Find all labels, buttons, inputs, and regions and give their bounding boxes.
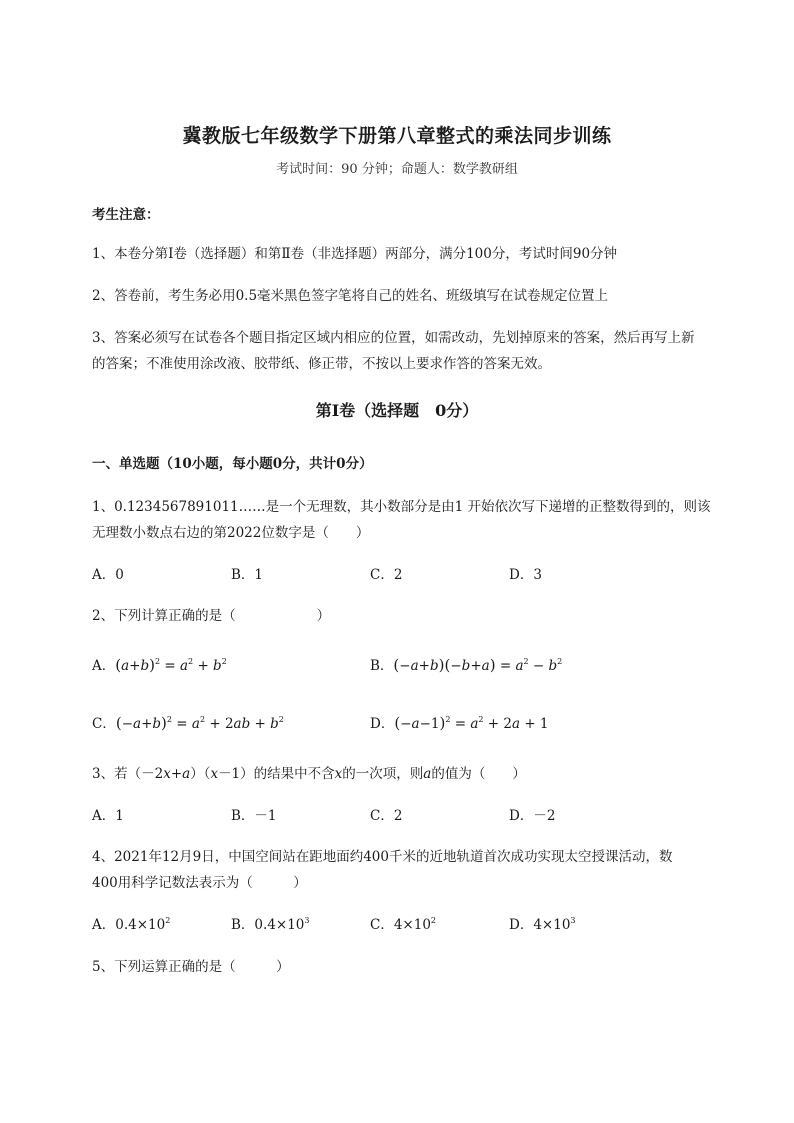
q1-stem-line-2: 无理数小数点右边的第2022位数字是（ ） <box>92 525 370 541</box>
q3-option-c[interactable]: C．2 <box>370 808 403 824</box>
q2-option-a[interactable] <box>92 654 227 674</box>
q4-option-c-exp: 2 <box>430 916 437 925</box>
q4-option-d-text: D．4×10 <box>509 917 571 933</box>
q2-option-d-formula: $(-a-1)^2 = a^2 + 2a + 1$ <box>394 714 549 732</box>
q2-option-c-label: C． <box>92 716 116 732</box>
q2-option-d[interactable] <box>370 712 549 732</box>
q3-var-x-3: x <box>334 766 343 782</box>
q4-option-a-exp: 2 <box>165 916 171 925</box>
q3-var-x-2: x <box>210 766 219 782</box>
q4-option-b-text: B．0.4×10 <box>231 917 305 933</box>
q4-option-a-text: A．0.4×10 <box>92 917 166 933</box>
q2-option-b[interactable] <box>370 654 562 674</box>
part-heading: 一、单选题（10小题，每小题0分，共计0分） <box>92 456 373 472</box>
note-item-3-line-2: 的答案；不准使用涂改液、胶带纸、修正带，不按以上要求作答的答案无效。 <box>92 356 551 372</box>
section-title: 第Ⅰ卷（选择题 0分） <box>315 401 479 420</box>
q4-option-b-exp: 3 <box>304 916 310 925</box>
q2-stem: 2、下列计算正确的是（ ） <box>92 608 331 624</box>
q2-option-c-formula: $(-a+b)^2 = a^2 + 2ab + b^2$ <box>115 714 284 732</box>
q5-stem: 5、下列运算正确的是（ ） <box>92 959 290 975</box>
q3-option-b[interactable]: B．－1 <box>231 808 277 824</box>
q1-option-a[interactable]: A．0 <box>92 567 124 583</box>
q2-option-a-formula: $(a+b)^2 = a^2 + b^2$ <box>115 656 227 674</box>
q2-option-b-label: B． <box>370 658 394 674</box>
note-item-3-line-1: 3、答案必须写在试卷各个题目指定区域内相应的位置，如需改动，先划掉原来的答案，然后再写上新 <box>92 330 695 346</box>
q2-option-d-label: D． <box>370 716 395 732</box>
q3-var-a: a <box>182 766 191 782</box>
q2-option-b-formula: $(-a+b)(-b+a) = a^2 - b^2$ <box>393 656 563 674</box>
page-subtitle: 考试时间：90 分钟；命题人：数学教研组 <box>276 162 518 177</box>
q4-stem-line-2: 400用科学记数法表示为（ ） <box>92 875 307 891</box>
q3-option-a[interactable]: A．1 <box>92 808 124 824</box>
q2-option-c[interactable] <box>92 712 284 732</box>
q1-option-d[interactable]: D．3 <box>509 567 542 583</box>
q3-var-a-2: a <box>423 766 432 782</box>
q3-stem-mid-3: 的一次项，则 <box>342 766 424 782</box>
q3-stem-tail: 的值为（ ） <box>431 766 526 782</box>
q4-option-a[interactable] <box>92 913 170 933</box>
q4-option-d-exp: 3 <box>570 916 576 925</box>
q3-stem-mid-2: －1）的结果中不含 <box>218 766 335 782</box>
page-title: 冀教版七年级数学下册第八章整式的乘法同步训练 <box>182 125 612 147</box>
q3-var-x: x <box>163 766 171 782</box>
q1-option-c[interactable]: C．2 <box>370 567 403 583</box>
q1-option-b[interactable]: B．1 <box>231 567 264 583</box>
q3-plus: + <box>170 766 183 782</box>
q4-option-c[interactable] <box>370 913 436 933</box>
q4-option-c-text: C．4×10 <box>370 917 431 933</box>
q4-option-d[interactable] <box>509 913 576 933</box>
q2-option-a-label: A． <box>92 658 116 674</box>
q3-option-d[interactable]: D．－2 <box>509 808 556 824</box>
q4-option-b[interactable] <box>231 913 309 933</box>
notes-heading: 考生注意： <box>92 207 160 223</box>
q4-stem-line-1: 4、2021年12月9日，中国空间站在距地面约400千米的近地轨道首次成功实现太空授课活动，数 <box>92 849 673 865</box>
q3-stem-prefix: 3、若（－2 <box>92 766 164 782</box>
q1-stem-line-1: 1、0.1234567891011……是一个无理数，其小数部分是由1 开始依次写下递增的正整数得到的，则该 <box>92 499 711 515</box>
q3-stem <box>92 762 526 782</box>
q3-stem-mid-1: ）（ <box>190 766 211 782</box>
note-item-2: 2、答卷前，考生务必用0.5毫米黑色签字笔将自己的姓名、班级填写在试卷规定位置上 <box>92 288 609 304</box>
note-item-1: 1、本卷分第Ⅰ卷（选择题）和第Ⅱ卷（非选择题）两部分，满分100分，考试时间90分钟 <box>92 246 618 262</box>
